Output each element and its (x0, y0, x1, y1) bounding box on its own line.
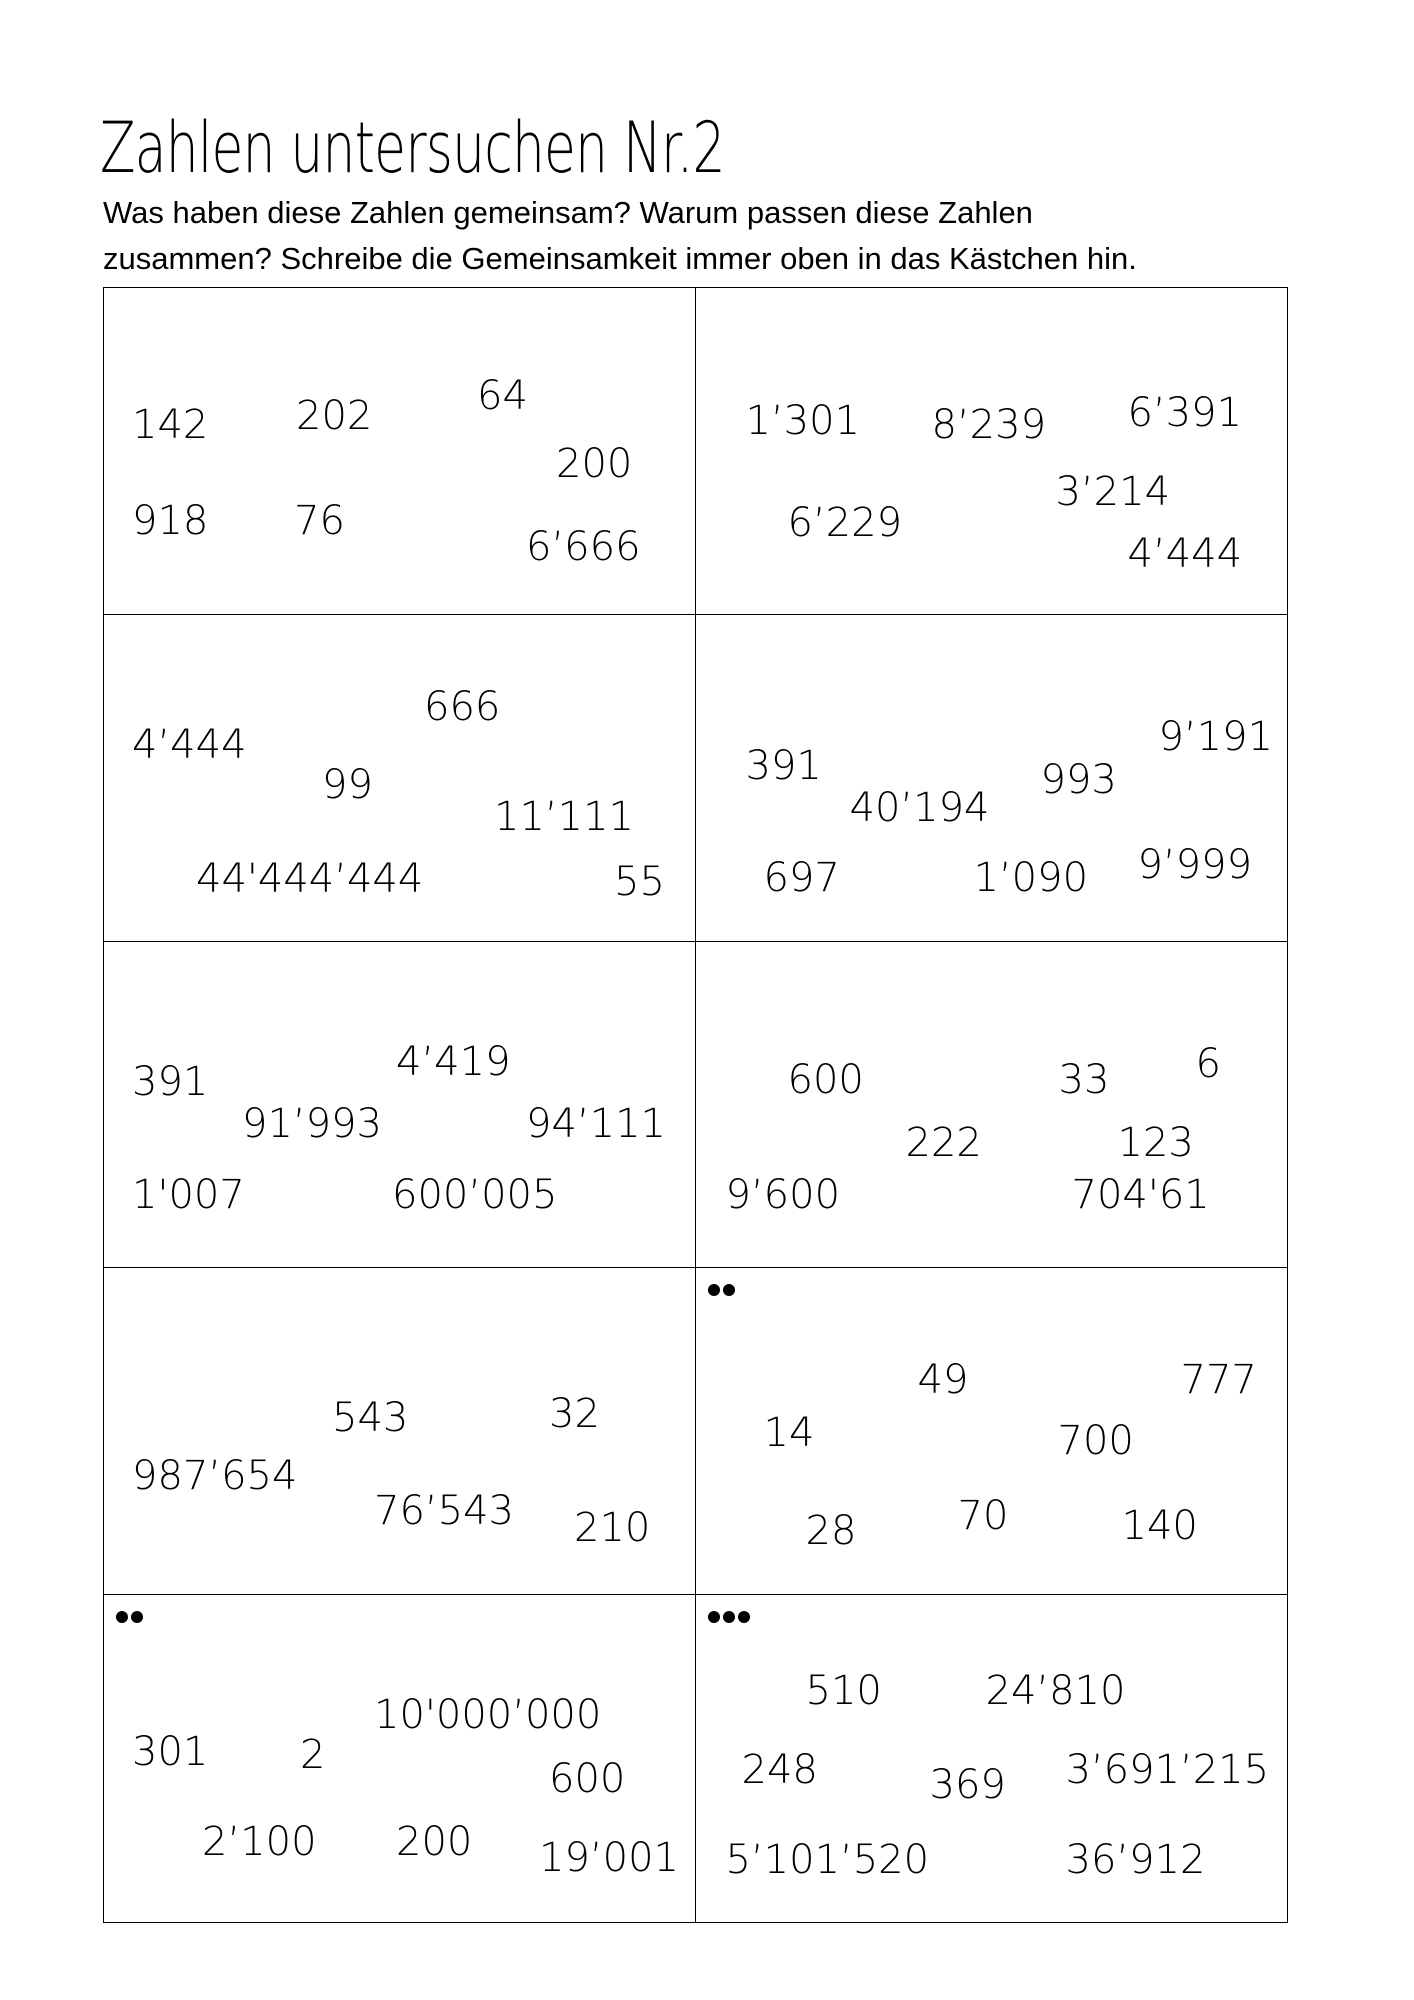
number: 4’444 (1127, 531, 1243, 577)
number: 99 (322, 761, 373, 808)
number-box-8 (696, 1268, 1288, 1595)
number-box-6 (696, 942, 1288, 1269)
number: 200 (556, 441, 633, 487)
number: 76’543 (374, 1488, 514, 1535)
number: 1’090 (973, 854, 1089, 901)
number: 777 (1180, 1357, 1257, 1404)
number: 36’912 (1065, 1837, 1206, 1884)
number-box-4 (696, 615, 1288, 942)
number: 6’666 (526, 524, 641, 570)
number: 1'007 (132, 1171, 245, 1218)
number: 9’999 (1137, 841, 1253, 888)
number: 1’301 (745, 398, 861, 444)
number: 70 (957, 1493, 1009, 1540)
number-box-3 (104, 615, 696, 942)
dot-icon (131, 1611, 143, 1623)
dot-icon (723, 1611, 735, 1623)
number: 40’194 (849, 784, 990, 831)
number: 64 (477, 373, 528, 419)
number: 2’100 (202, 1819, 317, 1866)
instructions-line-2: zusammen? Schreibe die Gemeinsamkeit immer oben in das Kästchen hin. (103, 241, 1137, 276)
dot-icon (708, 1611, 720, 1623)
number: 123 (1117, 1119, 1194, 1166)
dot-icon (708, 1284, 720, 1296)
number: 993 (1040, 756, 1117, 803)
number: 510 (805, 1668, 882, 1715)
dot-icon (723, 1284, 735, 1296)
number: 10'000’000 (374, 1692, 602, 1739)
number: 4’444 (132, 721, 247, 768)
number: 369 (929, 1762, 1006, 1809)
number: 987’654 (132, 1453, 298, 1500)
number-box-2 (696, 288, 1288, 615)
number: 6 (1195, 1040, 1221, 1087)
instructions-line-1: Was haben diese Zahlen gemeinsam? Warum passen diese Zahlen (103, 195, 1033, 230)
number: 9’191 (1158, 713, 1274, 760)
number: 14 (763, 1410, 815, 1457)
number: 600 (787, 1056, 864, 1103)
number-box-9 (104, 1595, 696, 1922)
number: 24’810 (985, 1668, 1126, 1715)
number: 391 (745, 742, 822, 789)
number: 210 (574, 1505, 651, 1552)
number-box-5 (104, 942, 696, 1269)
number: 222 (905, 1119, 982, 1166)
number: 3’691’215 (1065, 1747, 1270, 1794)
number: 49 (917, 1357, 969, 1404)
number: 600 (549, 1756, 626, 1803)
number: 700 (1057, 1418, 1134, 1465)
number-box-1 (104, 288, 696, 615)
number: 32 (549, 1391, 600, 1438)
number: 8’239 (931, 402, 1047, 448)
number: 543 (332, 1395, 409, 1442)
number: 76 (294, 498, 345, 544)
number: 248 (741, 1747, 818, 1794)
number-box-10 (696, 1595, 1288, 1922)
number: 9’600 (725, 1171, 841, 1218)
number: 918 (132, 498, 209, 544)
difficulty-dots (116, 1611, 143, 1623)
worksheet-title: Zahlen untersuchen Nr.2 (100, 107, 725, 189)
number: 200 (396, 1819, 473, 1866)
number: 704'61 (1071, 1171, 1210, 1218)
number: 2 (300, 1732, 326, 1779)
number: 91’993 (242, 1100, 382, 1147)
number: 301 (132, 1729, 209, 1776)
number-box-7 (104, 1268, 696, 1595)
number: 697 (763, 854, 840, 901)
number: 6’391 (1127, 390, 1243, 436)
number: 28 (805, 1508, 857, 1555)
dot-icon (116, 1611, 128, 1623)
number: 11’111 (494, 793, 634, 840)
number: 6’229 (787, 500, 903, 546)
number-grid (103, 287, 1288, 1923)
number: 55 (614, 858, 665, 905)
number: 44'444’444 (196, 855, 424, 902)
number: 666 (424, 683, 501, 730)
number: 140 (1121, 1503, 1198, 1550)
difficulty-dots (708, 1284, 735, 1296)
number: 202 (296, 393, 373, 439)
number: 3’214 (1055, 469, 1171, 515)
number: 4’419 (396, 1038, 511, 1085)
number: 391 (132, 1058, 209, 1105)
number: 142 (132, 402, 209, 448)
dot-icon (738, 1611, 750, 1623)
number: 600’005 (392, 1171, 558, 1218)
number: 19’001 (539, 1835, 679, 1882)
number: 33 (1058, 1056, 1110, 1103)
difficulty-dots (708, 1611, 750, 1623)
instructions (103, 190, 1403, 282)
number: 5’101’520 (725, 1837, 930, 1884)
number: 94’111 (526, 1100, 666, 1147)
